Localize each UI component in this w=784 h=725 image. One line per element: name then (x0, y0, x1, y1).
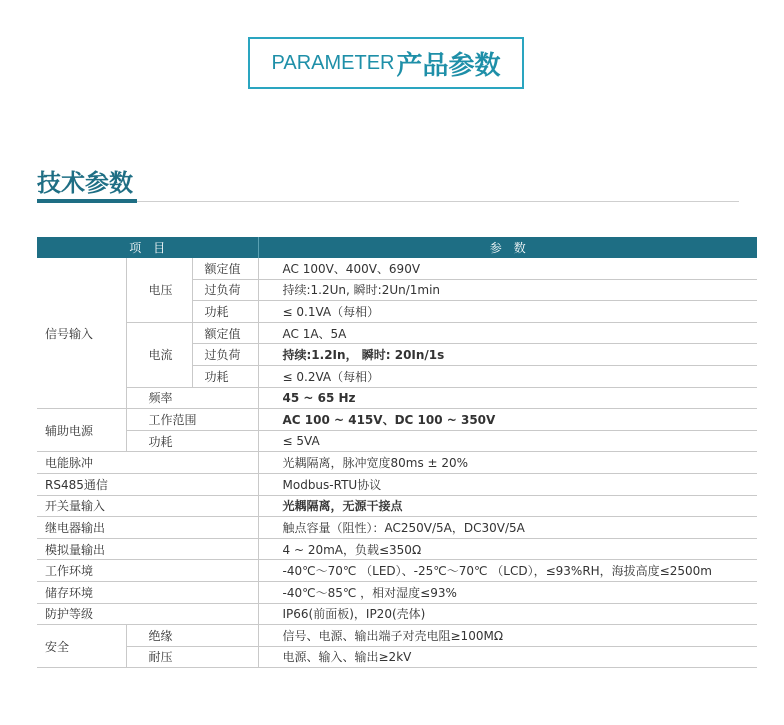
group-aux-power: 辅助电源 (37, 409, 126, 452)
value-protection: IP66(前面板)，IP20(壳体) (258, 603, 757, 625)
value-energy-pulse: 光耦隔离，脉冲宽度80ms ± 20% (258, 452, 757, 474)
value-aux-power: ≤ 5VA (258, 430, 757, 452)
item-current-overload: 过负荷 (192, 344, 258, 366)
table-row (37, 387, 757, 409)
item-voltage-rated: 额定值 (192, 258, 258, 279)
item-work-env: 工作环境 (37, 560, 258, 582)
value-current-overload: 持续:1.2In， 瞬时: 20In/1s (258, 344, 757, 366)
banner-en-title: PARAMETER (271, 51, 395, 74)
group-safety: 安全 (37, 625, 126, 668)
value-switch-input: 光耦隔离，无源干接点 (258, 495, 757, 517)
table-row (37, 603, 757, 625)
item-withstand: 耐压 (126, 646, 258, 668)
item-frequency: 频率 (126, 387, 258, 409)
value-frequency: 45 ~ 65 Hz (258, 387, 757, 409)
table-row (37, 322, 757, 344)
table-row (37, 517, 757, 539)
table-row (37, 495, 757, 517)
table-row (37, 646, 757, 668)
table-row (37, 258, 757, 279)
item-aux-power: 功耗 (126, 430, 258, 452)
table-row (37, 409, 757, 431)
technical-parameters-table (37, 237, 757, 668)
subgroup-current: 电流 (126, 322, 192, 387)
value-work-env: -40℃～70℃ （LED）、-25℃～70℃ （LCD），≤93%RH，海拔高度≤2500m (258, 560, 757, 582)
table-row (37, 430, 757, 452)
table-header-row (37, 237, 757, 258)
item-relay-output: 继电器输出 (37, 517, 258, 539)
section-title-divider (137, 201, 739, 202)
column-header-item: 项 目 (37, 237, 258, 258)
item-rs485: RS485通信 (37, 473, 258, 495)
table-row (37, 538, 757, 560)
item-voltage-overload: 过负荷 (192, 279, 258, 301)
item-current-rated: 额定值 (192, 322, 258, 344)
value-aux-range: AC 100 ~ 415V、DC 100 ~ 350V (258, 409, 757, 431)
table-row (37, 625, 757, 647)
table-row (37, 452, 757, 474)
item-energy-pulse: 电能脉冲 (37, 452, 258, 474)
item-work-range: 工作范围 (126, 409, 258, 431)
column-header-parameter: 参 数 (258, 237, 757, 258)
item-switch-input: 开关量输入 (37, 495, 258, 517)
table-row (37, 581, 757, 603)
value-relay-output: 触点容量（阻性）：AC250V/5A，DC30V/5A (258, 517, 757, 539)
item-storage-env: 储存环境 (37, 581, 258, 603)
item-analog-output: 模拟量输出 (37, 538, 258, 560)
banner-cn-title: 产品参数 (396, 50, 501, 81)
value-voltage-overload: 持续:1.2Un, 瞬时:2Un/1min (258, 279, 757, 301)
section-title: 技术参数 (37, 169, 133, 197)
value-rs485: Modbus-RTU协议 (258, 473, 757, 495)
subgroup-voltage: 电压 (126, 258, 192, 322)
section-title-accent-bar (37, 199, 137, 203)
value-current-rated: AC 1A、5A (258, 322, 757, 344)
value-insulation: 信号、电源、输出端子对壳电阻≥100MΩ (258, 625, 757, 647)
item-current-power: 功耗 (192, 365, 258, 387)
item-voltage-power: 功耗 (192, 301, 258, 323)
value-withstand: 电源、输入、输出≥2kV (258, 646, 757, 668)
table-row (37, 473, 757, 495)
table-row (37, 560, 757, 582)
value-analog-output: 4 ~ 20mA，负载≤350Ω (258, 538, 757, 560)
value-voltage-power: ≤ 0.1VA（每相） (258, 301, 757, 323)
product-parameter-banner (248, 37, 524, 89)
value-storage-env: -40℃～85℃ ，相对湿度≤93% (258, 581, 757, 603)
item-insulation: 绝缘 (126, 625, 258, 647)
value-voltage-rated: AC 100V、400V、690V (258, 258, 757, 279)
value-current-power: ≤ 0.2VA（每相） (258, 365, 757, 387)
item-protection: 防护等级 (37, 603, 258, 625)
group-signal-input: 信号输入 (37, 258, 126, 409)
